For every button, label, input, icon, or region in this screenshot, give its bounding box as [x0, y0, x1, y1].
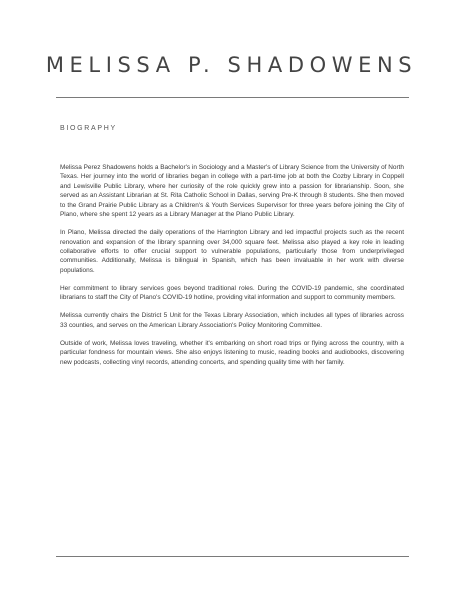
- footer-divider: [56, 556, 409, 557]
- paragraph: Melissa currently chairs the District 5 Unit for the Texas Library Association, which includes all types of libraries across 33 counties, and serves on the American Library Association's Policy Monitoring Committee.: [60, 312, 404, 329]
- header-divider: [56, 97, 409, 98]
- page-title: MELISSA P. SHADOWENS: [45, 53, 418, 77]
- paragraph: Melissa Perez Shadowens holds a Bachelor's in Sociology and a Master's of Library Science from the University of North Texas. Her journey into the world of libraries began in college with a part-time job at both the Cozby Library in Coppell and Lewisville Public Library, where her curiosity of the role quickly grew into a passion for librarianship. Soon, she served as an Assistant Librarian at St. Rita Catholic School in Dallas, serving Pre-K through 8 students. She then moved to the Grand Prairie Public Library as a Children's & Youth Services Supervisor for three years before joining the City of Plano, where she spent 12 years as a Library Manager at the Plano Public Library.: [60, 164, 404, 219]
- paragraph: Outside of work, Melissa loves traveling, whether it's embarking on short road trips or flying across the country, with a particular fondness for mountain views. She also enjoys listening to music, reading books and audiobooks, discovering new podcasts, collecting vinyl records, attending concerts, and spending quality time with her family.: [60, 339, 404, 366]
- biography-body: [60, 163, 404, 376]
- paragraph: Her commitment to library services goes beyond traditional roles. During the COVID-19 pandemic, she coordinated librarians to staff the City of Plano's COVID-19 hotline, providing vital information and support to community members.: [60, 284, 404, 302]
- paragraph: In Plano, Melissa directed the daily operations of the Harrington Library and led impactful projects such as the recent renovation and expansion of the library spanning over 34,000 square feet. Melissa also played a key role in leading collaborative efforts to offer crucial support to vulnerable populations, particularly those from underprivileged communities. Additionally, Melissa is bilingual in Spanish, which has been invaluable in her work with diverse populations.: [60, 229, 404, 274]
- section-heading: BIOGRAPHY: [60, 125, 117, 132]
